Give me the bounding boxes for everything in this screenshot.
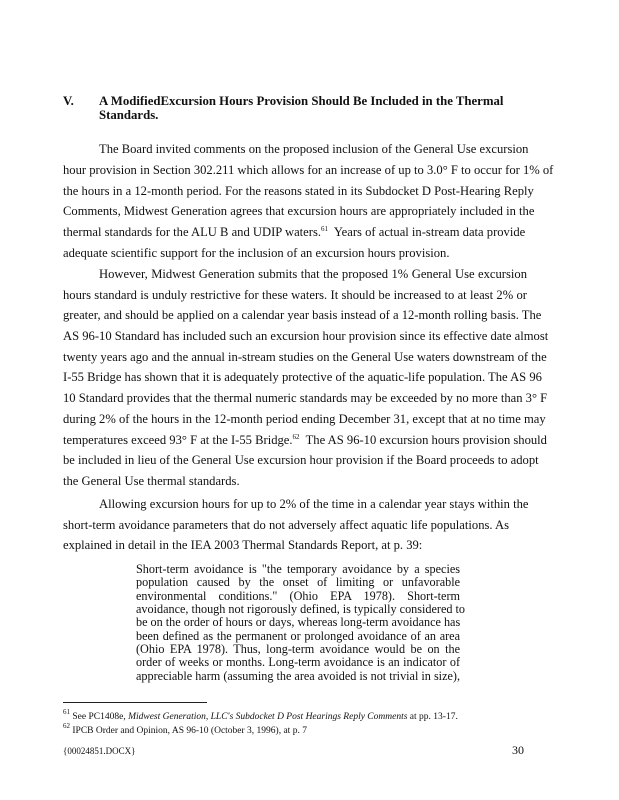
paragraph-line: greater, and should be applied on a calendar year basis instead of a 12-month rolling basis. The: [63, 308, 542, 322]
block-quote-line: avoidance, though not rigorously defined, is typically considered to: [136, 602, 465, 616]
block-quote-line: been defined as the permanent or prolonged avoidance of an area: [136, 629, 460, 643]
block-quote-line: be on the order of hours or days, whereas long-term avoidance has: [136, 615, 461, 629]
section-heading-line: Standards.: [99, 108, 159, 122]
footnote-text: IPCB Order and Opinion, AS 96-10 (October 3, 1996), at p. 7: [72, 726, 307, 736]
paragraph-line: Allowing excursion hours for up to 2% of the time in a calendar year stays within the: [99, 497, 529, 511]
paragraph-line: [63, 433, 547, 447]
footnote-number: 62: [63, 722, 70, 730]
paragraph-line: hours standard is unduly restrictive for these waters. It should be increased to at least 2% or: [63, 288, 527, 302]
section-heading-line: A ModifiedExcursion Hours Provision Should Be Included in the Thermal: [99, 94, 504, 108]
paragraph-line: However, Midwest Generation submits that the proposed 1% General Use excursion: [99, 267, 527, 281]
footnote: [63, 722, 307, 737]
line-text: temperatures exceed 93° F at the I-55 Bridge.: [63, 433, 293, 447]
section-number: V.: [63, 94, 74, 108]
block-quote-line: population caused by the onset of limiting or unfavorable: [136, 575, 460, 589]
footnote-text: See PC1408e,: [72, 712, 129, 722]
line-text: Years of actual in-stream data provide: [328, 225, 526, 239]
footnote: [63, 708, 458, 723]
paragraph-line: during 2% of the hours in the 12-month period ending December 31, except that at no time may: [63, 412, 546, 426]
block-quote-line: appreciable harm (assuming the area avoided is not trivial in size),: [136, 669, 460, 683]
paragraph-line: twenty years ago and the annual in-stream studies on the General Use waters downstream of the: [63, 350, 547, 364]
page-number: 30: [512, 743, 524, 757]
line-text: thermal standards for the ALU B and UDIP waters.: [63, 225, 321, 239]
block-quote-line: Short-term avoidance is "the temporary avoidance by a species: [136, 562, 460, 576]
footnote-title: Midwest Generation, LLC's Subdocket D Post Hearings Reply Comments: [128, 712, 408, 722]
paragraph-line: AS 96-10 Standard has included such an excursion hour provision since its effective date almost: [63, 329, 549, 343]
document-id: {00024851.DOCX}: [63, 746, 136, 756]
block-quote-line: (Ohio EPA 1978). Thus, long-term avoidance would be on the: [136, 642, 460, 656]
block-quote-line: order of weeks or months. Long-term avoidance is an indicator of: [136, 655, 460, 669]
paragraph-line: 10 Standard provides that the thermal numeric standards may be exceeded by no more than 3° F: [63, 391, 548, 405]
paragraph-line: short-term avoidance parameters that do not adversely affect aquatic life populations. As: [63, 518, 509, 532]
footnote-number: 61: [63, 708, 70, 716]
paragraph-line: The Board invited comments on the proposed inclusion of the General Use excursion: [99, 142, 529, 156]
paragraph-line: [63, 226, 527, 239]
footnote-ref[interactable]: 62: [292, 433, 300, 441]
footnote-separator: [63, 702, 207, 703]
paragraph-line: I-55 Bridge has shown that it is adequately protective of the aquatic-life population. The AS 96: [63, 370, 542, 384]
line-text: The AS 96-10 excursion hours provision should: [299, 433, 547, 447]
paragraph-line: adequate scientific support for the inclusion of an excursion hours provision.: [63, 246, 450, 260]
paragraph-line: Comments, Midwest Generation agrees that excursion hours are appropriately included in the: [63, 204, 535, 218]
footnote-text: at pp. 13-17.: [407, 712, 458, 722]
paragraph-line: the General Use thermal standards.: [63, 474, 240, 488]
paragraph-line: explained in detail in the IEA 2003 Thermal Standards Report, at p. 39:: [63, 538, 423, 552]
block-quote-line: environmental conditions." (Ohio EPA 1978). Short-term: [136, 589, 460, 603]
paragraph-line: be included in lieu of the General Use excursion hour provision if the Board proceeds to adopt: [63, 453, 539, 467]
paragraph-line: the hours in a 12-month period. For the reasons stated in its Subdocket D Post-Hearing Reply: [63, 184, 534, 198]
footnote-ref[interactable]: 61: [321, 225, 328, 233]
paragraph-line: hour provision in Section 302.211 which allows for an increase of up to 3.0° F to occur for 1% of: [63, 163, 554, 177]
